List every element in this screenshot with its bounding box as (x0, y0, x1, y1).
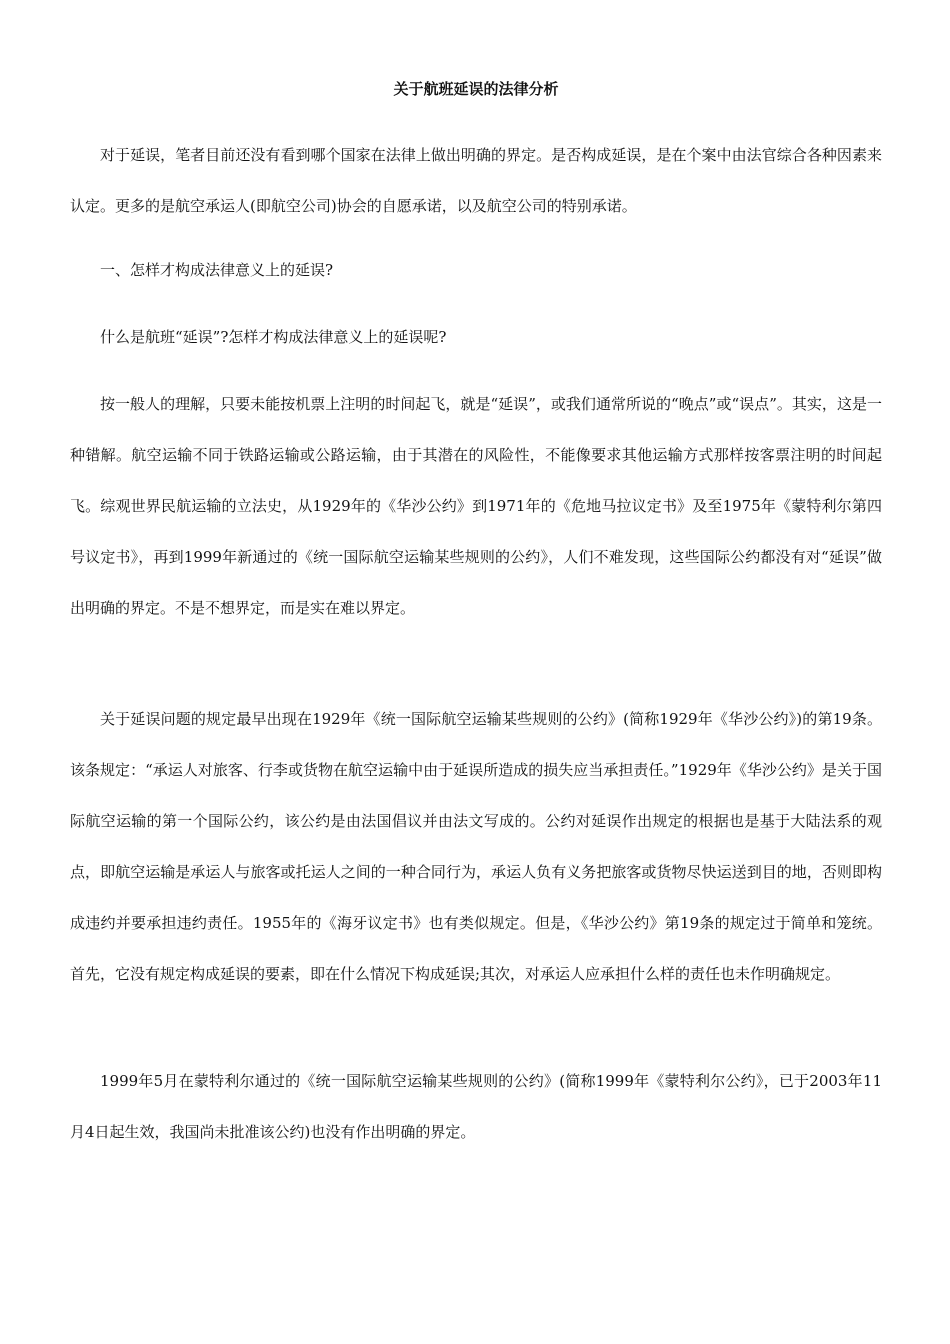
paragraph-warsaw-convention: 关于延误问题的规定最早出现在1929年《统一国际航空运输某些规则的公约》(简称1929年《华沙公约》)的第19条。该条规定：“承运人对旅客、行李或货物在航空运输中由于延误所造成的损失应当承担责任。”1929年《华沙公约》是关于国际航空运输的第一个国际公约，该公约是由法国倡议并由法文写成的。公约对延误作出规定的根据也是基于大陆法系的观点，即航空运输是承运人与旅客或托运人之间的一种合同行为，承运人负有义务把旅客或货物尽快运送到目的地，否则即构成违约并要承担违约责任。1955年的《海牙议定书》也有类似规定。但是，《华沙公约》第19条的规定过于简单和笼统。首先，它没有规定构成延误的要素，即在什么情况下构成延误;其次，对承运人应承担什么样的责任也未作明确规定。 (70, 710, 882, 983)
section-heading-1: 一、怎样才构成法律意义上的延误? (100, 261, 334, 279)
paragraph-montreal-convention: 1999年5月在蒙特利尔通过的《统一国际航空运输某些规则的公约》(简称1999年《蒙特利尔公约》，已于2003年11月4日起生效，我国尚未批准该公约)也没有作出明确的界定。 (70, 1072, 882, 1141)
document-title: 关于航班延误的法律分析 (393, 80, 559, 98)
paragraph-common-understanding: 按一般人的理解，只要未能按机票上注明的时间起飞，就是“延误”，或我们通常所说的“晚点”或“误点”。其实，这是一种错解。航空运输不同于铁路运输或公路运输，由于其潜在的风险性，不能像要求其他运输方式那样按客票注明的时间起飞。综观世界民航运输的立法史，从1929年的《华沙公约》到1971年的《危地马拉议定书》及至1975年《蒙特利尔第四号议定书》，再到1999年新通过的《统一国际航空运输某些规则的公约》，人们不难发现，这些国际公约都没有对“延误”做出明确的界定。不是不想界定，而是实在难以界定。 (70, 395, 882, 617)
paragraph-question: 什么是航班“延误”?怎样才构成法律意义上的延误呢? (100, 328, 447, 346)
paragraph-intro: 对于延误，笔者目前还没有看到哪个国家在法律上做出明确的界定。是否构成延误，是在个案中由法官综合各种因素来认定。更多的是航空承运人(即航空公司)协会的自愿承诺，以及航空公司的特别承诺。 (70, 146, 882, 215)
